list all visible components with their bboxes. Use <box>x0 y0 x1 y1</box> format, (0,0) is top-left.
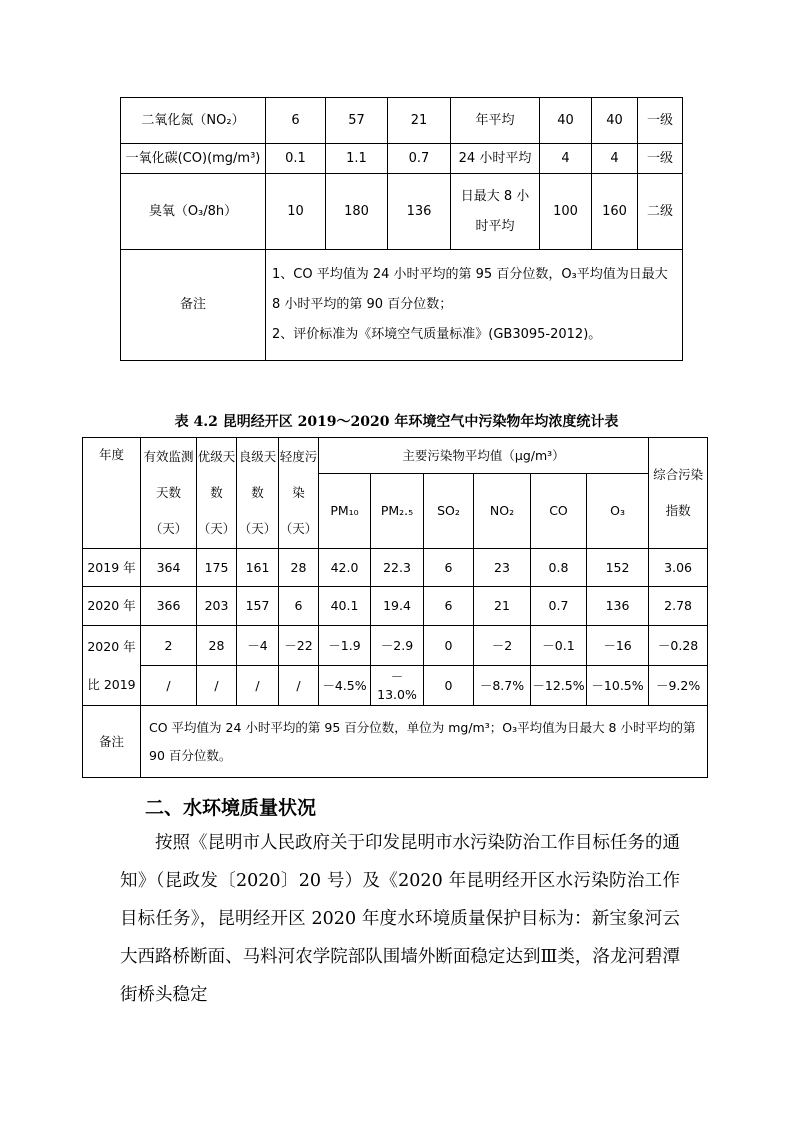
note-row <box>121 250 683 361</box>
pollutant-name: 臭氧（O₃/8h） <box>121 174 266 250</box>
table-caption: 表 4.2 昆明经开区 2019～2020 年环境空气中污染物年均浓度统计表 <box>174 414 619 430</box>
pollutant-name: 一氧化碳(CO)(mg/m³) <box>121 144 266 174</box>
body-paragraph: 按照《昆明市人民政府关于印发昆明市水污染防治工作目标任务的通知》（昆政发〔2020〕20 号）及《2020 年昆明经开区水污染防治工作目标任务》，昆明经开区 2020 年度水环境质量保护目标为：新宝象河云大西路桥断面、马料河农学院部队围墙外断面稳定达到Ⅲ类，洛龙河碧潭街桥头稳定 <box>120 833 680 1005</box>
section-title: 二、水环境质量状况 <box>145 797 317 819</box>
table-row: 臭氧（O₃/8h） 10 180 136 日最大 8 小时平均 100 160 二级 <box>121 174 683 250</box>
header-o3: O₃ <box>587 474 649 549</box>
header-pm10: PM₁₀ <box>319 474 371 549</box>
header-row <box>83 438 708 474</box>
pollutant-name: 二氧化氮（NO₂） <box>121 98 266 144</box>
table-row: 一氧化碳(CO)(mg/m³) 0.1 1.1 0.7 24 小时平均 4 4 一级 <box>121 144 683 174</box>
note-text: 1、CO 平均值为 24 小时平均的第 95 百分位数，O₃平均值为日最大 8 小时平均的第 90 百分位数； 2、评价标准为《环境空气质量标准》(GB3095-2012)。 <box>266 250 683 361</box>
compare-label: 2020 年 比 2019 <box>83 626 141 706</box>
header-light-days: 轻度污染（天） <box>279 438 319 549</box>
header-composite-index: 综合污染指数 <box>649 438 708 549</box>
table-row: 二氧化氮（NO₂） 6 57 21 年平均 40 40 一级 <box>121 98 683 144</box>
header-co: CO <box>531 474 587 549</box>
air-standard-table <box>120 97 683 361</box>
header-pollutant-group: 主要污染物平均值（μg/m³） <box>319 438 649 474</box>
table-row: 2020 年 366 203 157 6 40.1 19.4 6 21 0.7 136 2.78 <box>83 587 708 626</box>
header-year: 年度 <box>83 438 141 549</box>
note-row <box>83 706 708 778</box>
note-text: CO 平均值为 24 小时平均的第 95 百分位数，单位为 mg/m³；O₃平均值为日最大 8 小时平均的第 90 百分位数。 <box>141 706 708 778</box>
table-row: 2019 年 364 175 161 28 42.0 22.3 6 23 0.8 152 3.06 <box>83 549 708 587</box>
header-pm25: PM₂.₅ <box>371 474 424 549</box>
header-valid-days: 有效监测天数（天） <box>141 438 197 549</box>
compare-row: / / / / －4.5% －13.0% 0 －8.7% －12.5% －10.5% －9.2% <box>83 666 708 706</box>
header-no2: NO₂ <box>474 474 531 549</box>
note-label: 备注 <box>121 250 266 361</box>
note-label: 备注 <box>83 706 141 778</box>
header-so2: SO₂ <box>424 474 474 549</box>
header-excellent-days: 优级天数（天） <box>197 438 237 549</box>
annual-concentration-table <box>82 437 708 778</box>
header-good-days: 良级天数（天） <box>237 438 279 549</box>
compare-row: 2020 年 比 2019 2 28 －4 －22 －1.9 －2.9 0 －2 －0.1 －16 －0.28 <box>83 626 708 666</box>
